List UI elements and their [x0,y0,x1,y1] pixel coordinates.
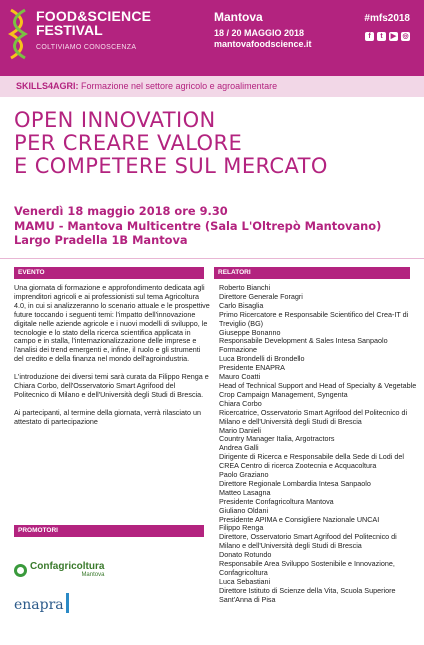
speaker-name: Mauro Coatti [219,372,261,382]
speaker-item [219,427,419,445]
enapra-logo [14,593,69,613]
speaker-name: Matteo Lasagna [219,487,271,497]
confagricoltura-text [30,562,104,579]
speaker-name: Roberto Bianchi [219,283,271,292]
speaker-name: Giuliano Oldani [219,505,269,515]
confagricoltura-logo [14,560,104,580]
speaker-item [219,284,419,302]
speaker-role: Direttore, Osservatorio Smart Agrifood del Politecnico di Milano e dell'Università degli Studi di Brescia [219,532,397,551]
program-label [16,81,277,91]
twitter-icon: t [377,32,386,41]
speaker-role: Presidente ENAPRA [219,363,285,373]
event-city: Mantova [214,10,263,24]
relatori-list [219,284,419,605]
evento-paragraph-2: L'introduzione dei diversi temi sarà curata da Filippo Renga e Chiara Corbo, dell'Osservatorio Smart Agrifood del Politecnico di Milano e dell'Università degli Studi di Brescia. [14,372,209,399]
speaker-item [219,329,419,356]
confagricoltura-sub: Mantova [81,571,105,578]
title-line-1: OPEN INNOVATION [14,108,216,132]
promotori-heading: PROMOTORI [14,525,204,537]
speaker-name: Mario Danieli [219,425,261,435]
speaker-role: Presidente APIMA e Consigliere Nazionale UNCAI [219,514,380,524]
speaker-role: Responsabile Area Sviluppo Sostenibile e Innovazione, Confagricoltura [219,559,395,577]
speaker-role: Ricercatrice, Osservatorio Smart Agrifood del Politecnico di Milano e dell'Università degli Studi di Brescia [219,407,408,426]
title-line-3: E COMPETERE SUL MERCATO [14,154,328,178]
speaker-name: Luca Sebastiani [219,576,271,586]
event-when: Venerdì 18 maggio 2018 ore 9.30 [14,204,228,218]
brand-tagline: COLTIVIAMO CONOSCENZA [36,44,137,51]
speaker-name: Andrea Galli [219,443,259,453]
event-dates: 18 / 20 MAGGIO 2018 [214,28,305,38]
speaker-role: Dirigente di Ricerca e Responsabile della Sede di Lodi del CREA Centro di ricerca Zootecnia e Acquacoltura [219,452,404,471]
program-name: SKILLS4AGRI: [16,81,79,91]
speaker-role: Direttore Generale Foragri [219,291,303,301]
confagricoltura-name: Confagricoltura [30,560,105,572]
youtube-icon: ▶ [390,33,397,40]
event-address: Largo Pradella 1B Mantova [14,233,188,247]
divider [0,258,424,259]
speaker-name: Filippo Renga [219,523,264,533]
speaker-item [219,507,419,525]
speaker-item [219,471,419,489]
event-details [14,204,418,248]
instagram-icon: ◎ [402,33,409,40]
speaker-item [219,444,419,471]
festival-brand [36,9,151,51]
speaker-role: Head of Technical Support and Head of Specialty & Vegetable Crop Campaign Management, Syngenta [219,380,417,399]
speaker-name: Donato Rotundo [219,550,272,560]
speaker-item [219,400,419,427]
evento-heading: EVENTO [14,267,204,279]
speaker-role: Primo Ricercatore e Responsabile Scientifico del Crea-IT di Treviglio (BG) [219,309,409,328]
event-website: mantovafoodscience.it [214,39,312,49]
festival-logo-icon [8,8,28,60]
speaker-name: Luca Brondelli di Brondello [219,354,305,364]
speaker-name: Giuseppe Bonanno [219,327,281,337]
confagricoltura-mark-icon [14,564,27,577]
speaker-name: Paolo Graziano [219,470,269,480]
speaker-name: Chiara Corbo [219,398,262,408]
speaker-role: Direttore Istituto di Scienze della Vita, Scuola Superiore Sant'Anna di Pisa [219,585,396,604]
social-block [364,13,410,41]
speaker-item [219,355,419,373]
speaker-item [219,551,419,578]
speaker-item [219,578,419,605]
event-info [214,11,312,50]
speaker-item [219,373,419,400]
speaker-role: Responsabile Development & Sales Intesa Sanpaolo Formazione [219,336,388,355]
title-line-2: PER CREARE VALORE [14,131,243,155]
social-icons [364,32,410,41]
facebook-icon: f [365,32,374,41]
evento-paragraph-1: Una giornata di formazione e approfondimento dedicata agli imprenditori agricoli e ai professionisti sul tema Agricoltura 4.0, in cui si analizzeranno lo scenario attuale e le prospettive future toccando i seguenti temi: l'impatto dell'innovazione digitale nelle aziende agricole e i nuovi modelli di sviluppo, le tecnologie e lo stato della ricerca scientifica applicata in campo e in stalla, l'internazionalizzazione delle imprese e l'analisi dei trend emergenti e, infine, il ruolo e gli strumenti del credito e della finanza nel mondo dell'agroindustria. [14,283,210,364]
event-where: MAMU - Mantova Multicentre (Sala L'Oltrepò Mantovano) [14,218,382,233]
evento-paragraph-3: Ai partecipanti, al termine della giornata, verrà rilasciato un attestato di partecipazione [14,407,201,426]
speaker-item [219,302,419,329]
brand-line-1: FOOD&SCIENCE [36,8,152,24]
speaker-role: Presidente Confagricoltura Mantova [219,496,334,506]
program-description: Formazione nel settore agricolo e agroalimentare [78,81,278,91]
brand-line-2: FESTIVAL [36,22,103,38]
festival-header [0,0,424,76]
hashtag: #mfs2018 [364,13,410,24]
enapra-bar-icon [66,593,69,613]
speaker-role: Country Manager Italia, Argotractors [219,434,335,444]
speaker-item [219,489,419,507]
relatori-heading: RELATORI [214,267,410,279]
speaker-role: Direttore Regionale Lombardia Intesa Sanpaolo [219,478,371,488]
evento-body [14,284,210,435]
enapra-name: enapra [14,597,64,613]
speaker-name: Carlo Bisaglia [219,300,264,310]
event-title [14,109,418,178]
program-band [0,76,424,97]
speaker-item [219,524,419,551]
